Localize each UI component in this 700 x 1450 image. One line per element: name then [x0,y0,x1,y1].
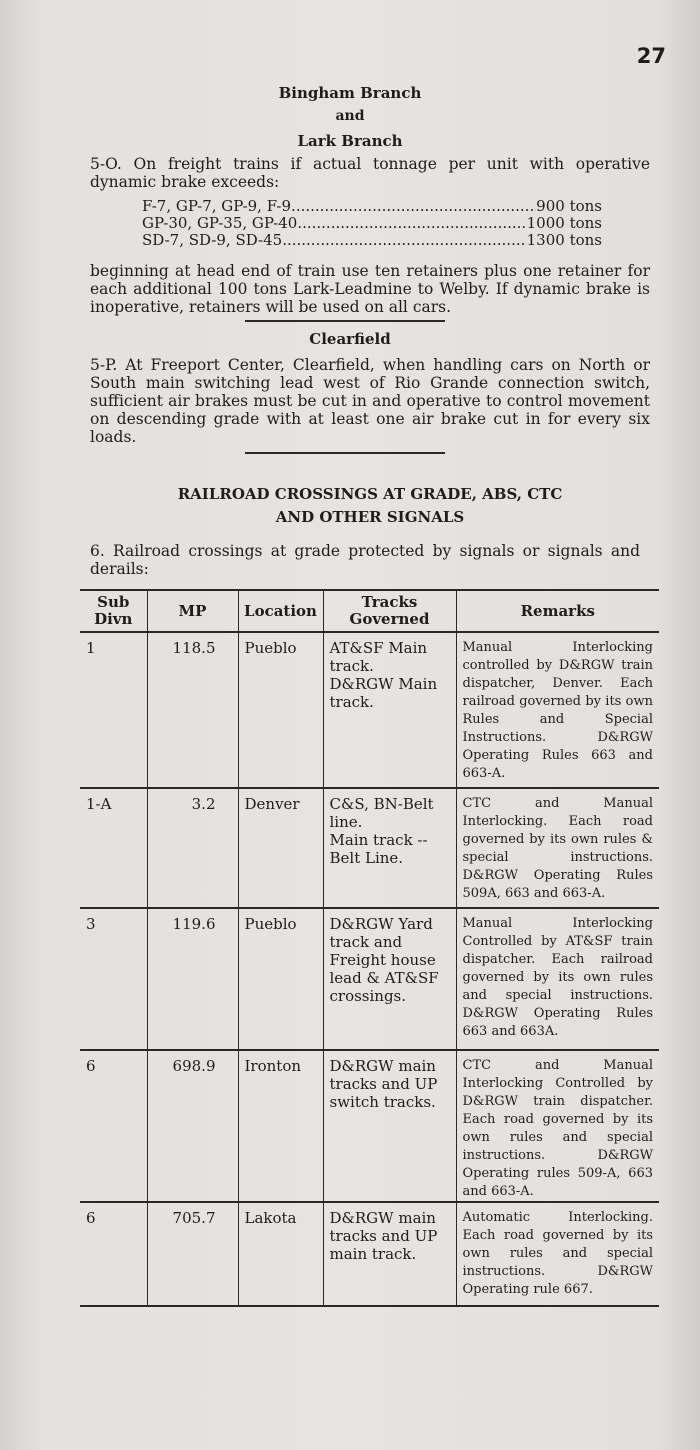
table-header-row [80,590,659,632]
table-row: 1-A 3.2 Denver C&S, BN-Belt line. Main track -- Belt Line. CTC and Manual Interlocking. Each road governed by its own rules & special instructions. D&RGW Operating Rules 509A, 663 and 663-A. [80,788,659,908]
table-row: 6 705.7 Lakota D&RGW main tracks and UP main track. Automatic Interlocking. Each road governed by its own rules and special instructions. D&RGW Operating rule 667. [80,1202,659,1306]
tonnage-row: F-7, GP-7, GP-9, F-9 ..... 900 tons [142,198,602,215]
divider [245,320,445,322]
rule-5p-text: 5-P. At Freeport Center, Clearfield, when handling cars on North or South main switching lead west of Rio Grande connection switch, sufficient air brakes must be cut in and operative to control movement on descending grade with at least one air brake cut in for every six loads. [90,356,650,446]
table-row: 3 119.6 Pueblo D&RGW Yard track and Freight house lead & AT&SF crossings. Manual Interlocking Controlled by AT&SF train dispatcher. Each railroad governed by its own rules and special instructions. D&RGW Operating Rules 663 and 663A. [80,908,659,1050]
rule-5o-text: 5-O. On freight trains if actual tonnage per unit with operative dynamic brake exceeds: [90,155,650,191]
and-heading: and [335,108,365,124]
table-row: 6 698.9 Ironton D&RGW main tracks and UP switch tracks. CTC and Manual Interlocking Controlled by D&RGW train dispatcher. Each road governed by its own rules and special instructions. D&RGW Operating rules 509-A, 663 and 663-A. [80,1050,659,1202]
header-mp: MP [147,590,238,632]
crossings-table [80,589,659,1307]
header-tracks: Tracks Governed [323,590,456,632]
tonnage-row: GP-30, GP-35, GP-40 ..... 1000 tons [142,215,602,232]
rule-5o-continuation: beginning at head end of train use ten retainers plus one retainer for each additional 100 tons Lark-Leadmine to Welby. If dynamic brake is inoperative, retainers will be used on all cars. [90,262,650,316]
crossings-heading: RAILROAD CROSSINGS AT GRADE, ABS, CTC AND OTHER SIGNALS [177,485,563,526]
rule-6-text: 6. Railroad crossings at grade protected by signals or signals and derails: [90,542,640,578]
lark-branch-heading: Lark Branch [297,132,403,150]
header-subdivn: Sub Divn [80,590,147,632]
tonnage-list [142,198,602,249]
header-location: Location [238,590,323,632]
tonnage-row: SD-7, SD-9, SD-45 ..... 1300 tons [142,232,602,249]
page-number: 27 [636,44,666,68]
table-row: 1 118.5 Pueblo AT&SF Main track. D&RGW Main track. Manual Interlocking controlled by D&RGW train dispatcher, Denver. Each railroad governed by its own Rules and Special Instructions. D&RGW Operating Rules 663 and 663-A. [80,632,659,788]
clearfield-heading: Clearfield [309,330,391,348]
bingham-branch-heading: Bingham Branch [278,84,422,102]
divider [245,452,445,454]
header-remarks: Remarks [456,590,659,632]
